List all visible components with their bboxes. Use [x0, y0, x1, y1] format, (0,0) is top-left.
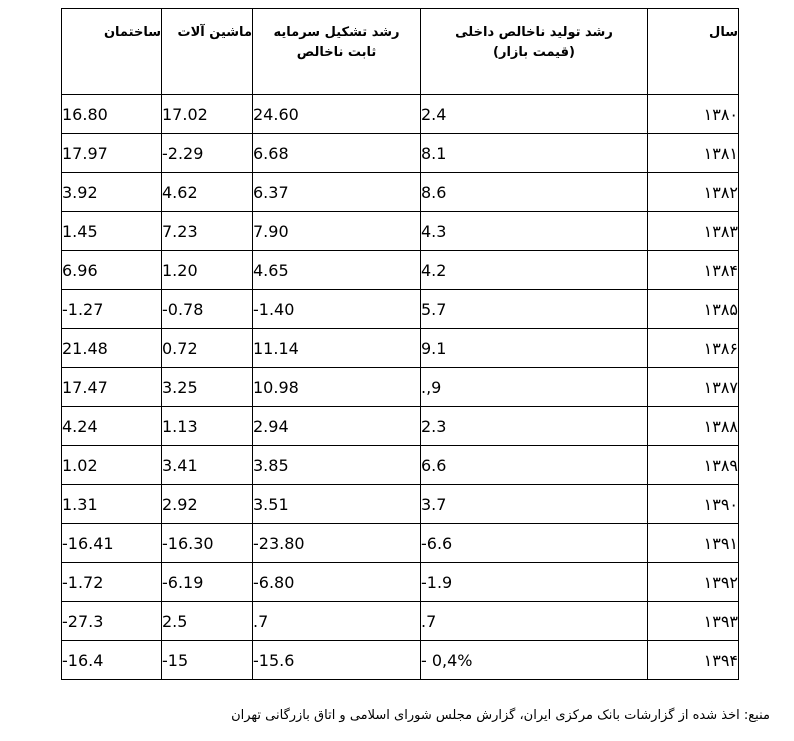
cell-gfcf: 24.60 — [253, 95, 421, 134]
cell-year: ۱۳۸۳ — [648, 212, 739, 251]
table-row — [62, 563, 739, 602]
cell-machinery: -0.78 — [162, 290, 253, 329]
cell-machinery: 7.23 — [162, 212, 253, 251]
cell-gfcf: 2.94 — [253, 407, 421, 446]
cell-machinery: 4.62 — [162, 173, 253, 212]
cell-year: ۱۳۹۴ — [648, 641, 739, 680]
cell-construction: 1.02 — [62, 446, 162, 485]
cell-gfcf: 7.90 — [253, 212, 421, 251]
header-machinery: ماشین آلات — [162, 9, 253, 95]
cell-gfcf: -15.6 — [253, 641, 421, 680]
table-row — [62, 485, 739, 524]
cell-machinery: 0.72 — [162, 329, 253, 368]
cell-machinery: 2.5 — [162, 602, 253, 641]
cell-construction: -1.72 — [62, 563, 162, 602]
cell-year: ۱۳۸۵ — [648, 290, 739, 329]
table-header-row — [62, 9, 739, 95]
cell-gdp: 9.1 — [421, 329, 648, 368]
cell-year: ۱۳۸۷ — [648, 368, 739, 407]
cell-gfcf: 10.98 — [253, 368, 421, 407]
cell-construction: 1.31 — [62, 485, 162, 524]
cell-gdp: 6.6 — [421, 446, 648, 485]
cell-gfcf: 6.68 — [253, 134, 421, 173]
cell-year: ۱۳۹۱ — [648, 524, 739, 563]
table-row — [62, 95, 739, 134]
cell-year: ۱۳۸۲ — [648, 173, 739, 212]
cell-gfcf: .7 — [253, 602, 421, 641]
cell-year: ۱۳۸۴ — [648, 251, 739, 290]
cell-machinery: 1.20 — [162, 251, 253, 290]
table-row — [62, 446, 739, 485]
cell-gdp: 8.6 — [421, 173, 648, 212]
header-construction: ساختمان — [62, 9, 162, 95]
table-row — [62, 251, 739, 290]
cell-year: ۱۳۹۳ — [648, 602, 739, 641]
cell-gdp: 2.3 — [421, 407, 648, 446]
cell-construction: -16.41 — [62, 524, 162, 563]
table-row — [62, 641, 739, 680]
cell-gfcf: 4.65 — [253, 251, 421, 290]
cell-construction: 21.48 — [62, 329, 162, 368]
header-gfcf-line1: رشد تشکیل سرمایه — [273, 25, 400, 40]
cell-gdp: -1.9 — [421, 563, 648, 602]
cell-year: ۱۳۹۰ — [648, 485, 739, 524]
cell-year: ۱۳۸۰ — [648, 95, 739, 134]
growth-data-table — [61, 8, 739, 680]
table-row — [62, 329, 739, 368]
cell-construction: 6.96 — [62, 251, 162, 290]
cell-gdp: 2.4 — [421, 95, 648, 134]
cell-gfcf: -1.40 — [253, 290, 421, 329]
cell-construction: 1.45 — [62, 212, 162, 251]
cell-construction: 3.92 — [62, 173, 162, 212]
cell-gfcf: 3.51 — [253, 485, 421, 524]
cell-gfcf: 6.37 — [253, 173, 421, 212]
table-row — [62, 134, 739, 173]
cell-gdp: .,9 — [421, 368, 648, 407]
table-row — [62, 407, 739, 446]
cell-construction: 16.80 — [62, 95, 162, 134]
cell-gdp: 5.7 — [421, 290, 648, 329]
cell-gdp: 8.1 — [421, 134, 648, 173]
cell-year: ۱۳۸۹ — [648, 446, 739, 485]
cell-machinery: -16.30 — [162, 524, 253, 563]
cell-machinery: -6.19 — [162, 563, 253, 602]
cell-construction: -16.4 — [62, 641, 162, 680]
cell-construction: -1.27 — [62, 290, 162, 329]
cell-gdp: -6.6 — [421, 524, 648, 563]
cell-machinery: -2.29 — [162, 134, 253, 173]
cell-gdp: 4.3 — [421, 212, 648, 251]
cell-gfcf: -6.80 — [253, 563, 421, 602]
cell-construction: -27.3 — [62, 602, 162, 641]
cell-construction: 17.97 — [62, 134, 162, 173]
cell-gdp: 3.7 — [421, 485, 648, 524]
cell-machinery: 17.02 — [162, 95, 253, 134]
table-row — [62, 524, 739, 563]
header-gdp-line2: (قیمت بازار) — [493, 45, 575, 60]
table-row — [62, 368, 739, 407]
cell-machinery: 1.13 — [162, 407, 253, 446]
table-row — [62, 212, 739, 251]
source-note: منبع: اخذ شده از گزارشات بانک مرکزی ایران، گزارش مجلس شورای اسلامی و اتاق بازرگانی تهران — [231, 708, 770, 723]
cell-machinery: 2.92 — [162, 485, 253, 524]
cell-gfcf: -23.80 — [253, 524, 421, 563]
cell-construction: 17.47 — [62, 368, 162, 407]
cell-machinery: 3.41 — [162, 446, 253, 485]
table-row — [62, 290, 739, 329]
cell-year: ۱۳۸۱ — [648, 134, 739, 173]
cell-gfcf: 11.14 — [253, 329, 421, 368]
cell-gdp: - 0,4% — [421, 641, 648, 680]
cell-year: ۱۳۸۸ — [648, 407, 739, 446]
cell-year: ۱۳۸۶ — [648, 329, 739, 368]
table-row — [62, 602, 739, 641]
cell-gfcf: 3.85 — [253, 446, 421, 485]
header-gdp-growth — [421, 9, 648, 95]
cell-machinery: 3.25 — [162, 368, 253, 407]
header-gfcf-line2: ثابت ناخالص — [296, 45, 377, 60]
table-row — [62, 173, 739, 212]
header-gdp-line1: رشد تولید ناخالص داخلی — [455, 25, 613, 40]
cell-gdp: .7 — [421, 602, 648, 641]
cell-gdp: 4.2 — [421, 251, 648, 290]
cell-construction: 4.24 — [62, 407, 162, 446]
cell-year: ۱۳۹۲ — [648, 563, 739, 602]
header-gfcf-growth — [253, 9, 421, 95]
header-year: سال — [648, 9, 739, 95]
cell-machinery: -15 — [162, 641, 253, 680]
